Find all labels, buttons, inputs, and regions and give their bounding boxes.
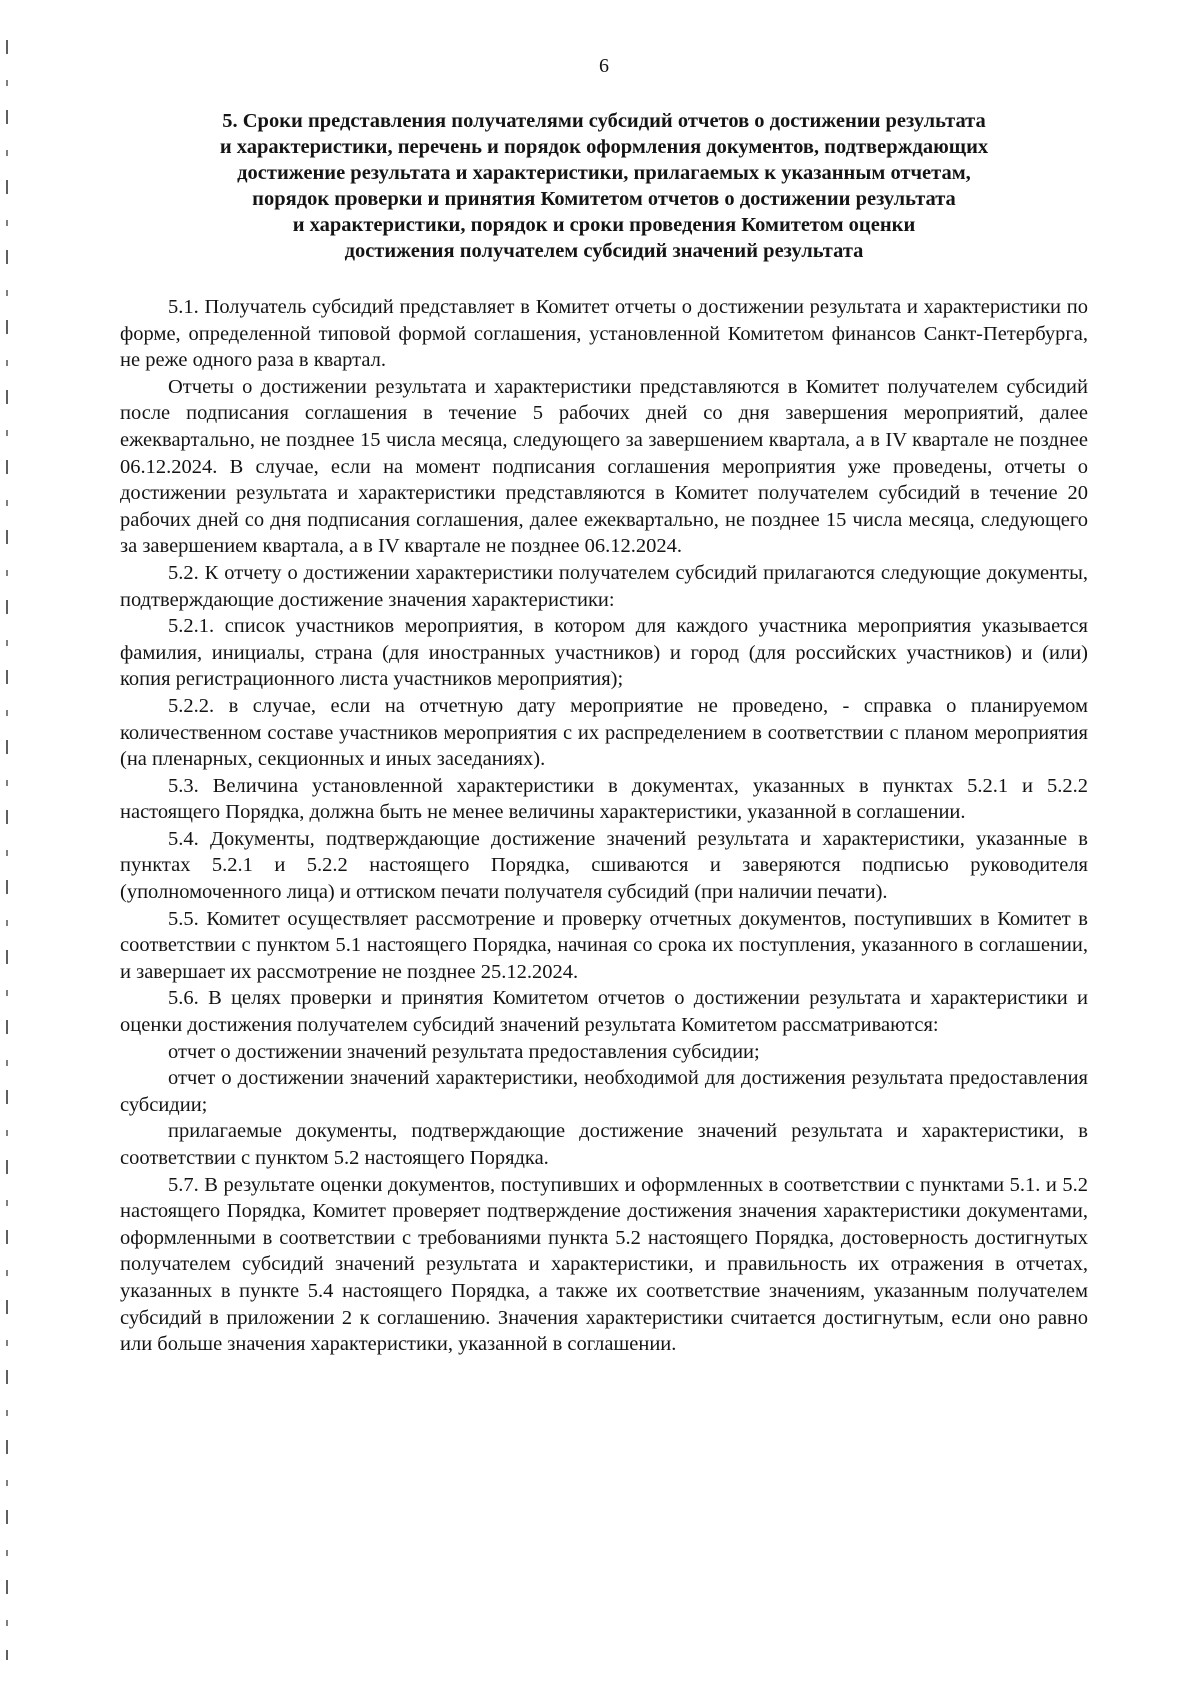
section-title-line: порядок проверки и принятия Комитетом отчетов о достижении результата	[252, 188, 956, 210]
paragraph-5-6: 5.6. В целях проверки и принятия Комитетом отчетов о достижении результата и характеристики и оценки достижения получателем субсидий значений результата Комитетом рассматриваются:	[120, 987, 1088, 1037]
paragraph-list-item: отчет о достижении значений результата предоставления субсидии;	[168, 1040, 760, 1063]
section-title-line: достижение результата и характеристики, прилагаемых к указанным отчетам,	[237, 162, 971, 184]
paragraph-list-item: отчет о достижении значений характеристики, необходимой для достижения результата предоставления субсидии;	[120, 1067, 1088, 1116]
section-title-line: и характеристики, перечень и порядок оформления документов, подтверждающих	[219, 136, 989, 158]
section-title	[120, 108, 1088, 264]
paragraph-5-1: 5.1. Получатель субсидий представляет в Комитет отчеты о достижении результата и характеристики по форме, определенной типовой формой соглашения, установленной Комитетом финансов Санкт-Петербурга, не реже одного раза в квартал.	[120, 296, 1088, 372]
paragraph-5-2-1: 5.2.1. список участников мероприятия, в котором для каждого участника мероприятия указывается фамилия, инициалы, страна (для иностранных участников) и город (для российских участников) и (или) копия регистрационного листа участников мероприятия);	[120, 615, 1088, 691]
section-body	[120, 294, 1088, 1358]
paragraph-5-2-2: 5.2.2. в случае, если на отчетную дату мероприятие не проведено, - справка о планируемом количественном составе участников мероприятия с их распределением в соответствии с планом мероприятия (на пленарных, секционных и иных заседаниях).	[120, 694, 1088, 771]
paragraph-list-item: прилагаемые документы, подтверждающие достижение значений результата и характеристики, в соответствии с пунктом 5.2 настоящего Порядка.	[120, 1120, 1088, 1169]
paragraph-5-3: 5.3. Величина установленной характеристики в документах, указанных в пунктах 5.2.1 и 5.2.2 настоящего Порядка, должна быть не менее величины характеристики, указанной в соглашении.	[120, 774, 1088, 824]
section-title-line: достижения получателем субсидий значений результата	[344, 240, 864, 262]
scan-edge-artifact	[6, 40, 8, 1660]
paragraph-5-4: 5.4. Документы, подтверждающие достижение значений результата и характеристики, указанные в пунктах 5.2.1 и 5.2.2 настоящего Порядка, сшиваются и заверяются подписью руководителя (уполномоченного лица) и оттиском печати получателя субсидий (при наличии печати).	[120, 827, 1088, 904]
document-page	[120, 54, 1088, 1358]
section-title-line: 5. Сроки представления получателями субсидий отчетов о достижении результата	[222, 110, 986, 132]
paragraph-5-7: 5.7. В результате оценки документов, поступивших и оформленных в соответствии с пунктами 5.1. и 5.2 настоящего Порядка, Комитет проверяет подтверждение достижения значения характеристики документами, оформленными в соответствии с требованиями пункта 5.2 настоящего Порядка, достоверность достигнутых получателем субсидий значений результата и характеристики, и правильность их отражения в отчетах, указанных в пункте 5.4 настоящего Порядка, а также их соответствие значениям, указанным получателем субсидий в приложении 2 к соглашению. Значения характеристики считается достигнутым, если оно равно или больше значения характеристики, указанной в соглашении.	[120, 1173, 1088, 1356]
page-number: 6	[599, 55, 609, 77]
section-title-line: и характеристики, порядок и сроки проведения Комитетом оценки	[292, 214, 916, 236]
paragraph-reports-timing: Отчеты о достижении результата и характеристики представляются в Комитет получателем субсидий после подписания соглашения в течение 5 рабочих дней со дня завершения мероприятий, далее ежеквартально, не позднее 15 числа месяца, следующего за завершением квартала, а в IV квартале не позднее 06.12.2024. В случае, если на момент подписания соглашения мероприятия уже проведены, отчеты о достижении результата и характеристики представляются в Комитет получателем субсидий в течение 20 рабочих дней со дня подписания соглашения, далее ежеквартально, не позднее 15 числа месяца, следующего за завершением квартала, а в IV квартале не позднее 06.12.2024.	[120, 375, 1088, 558]
paragraph-5-5: 5.5. Комитет осуществляет рассмотрение и проверку отчетных документов, поступивших в Комитет в соответствии с пунктом 5.1 настоящего Порядка, начиная со срока их поступления, указанного в соглашении, и завершает их рассмотрение не позднее 25.12.2024.	[120, 907, 1088, 983]
paragraph-5-2: 5.2. К отчету о достижении характеристики получателем субсидий прилагаются следующие документы, подтверждающие достижение значения характеристики:	[120, 561, 1088, 611]
